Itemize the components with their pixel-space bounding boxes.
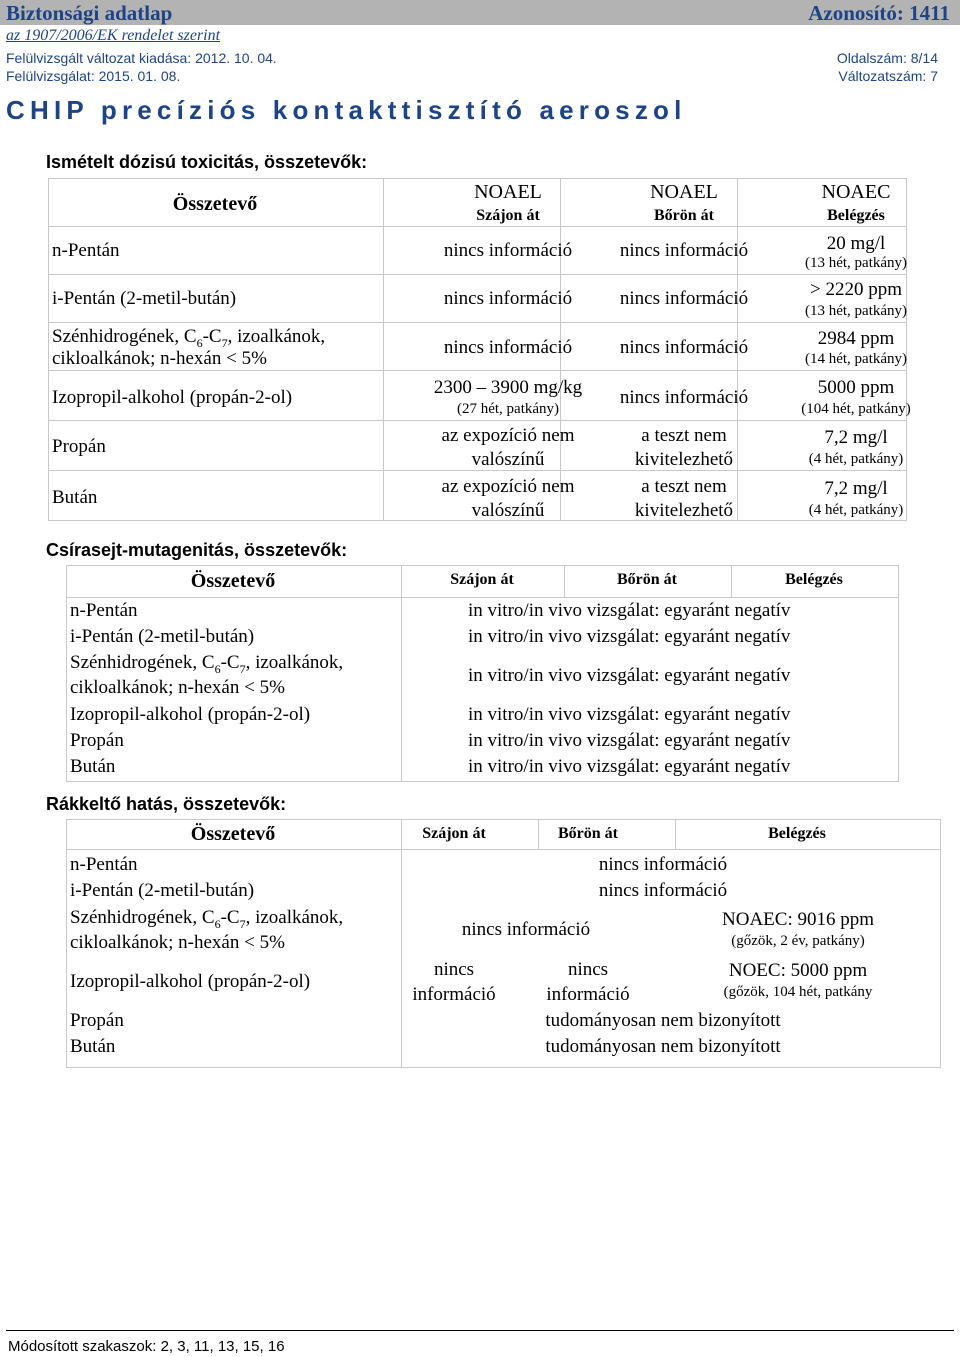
carc-row-value: tudományosan nem bizonyított — [545, 1010, 781, 1031]
carc-row-value: nincs információ — [461, 919, 591, 940]
rd-row-dermal: nincs információ — [619, 288, 749, 309]
document-title: Biztonsági adatlap — [6, 1, 173, 25]
rd-row-dermal-line2: kivitelezhető — [634, 449, 734, 470]
mut-col-dermal: Bőrön át — [617, 571, 677, 588]
mut-row-result: in vitro/in vivo vizsgálat: egyaránt negatív — [468, 626, 791, 647]
rd-row-oral: az expozíció nem — [441, 425, 575, 446]
rd-row-dermal: nincs információ — [619, 240, 749, 261]
page-number: Oldalszám: 8/14 — [836, 50, 938, 66]
carc-row-noec-note: (gőzök, 104 hét, patkány — [723, 984, 873, 1000]
carc-row-name: n-Pentán — [70, 854, 138, 875]
carc-row-oral-nincs: nincs — [433, 959, 475, 980]
version-number: Változatszám: 7 — [838, 68, 938, 84]
rd-row-name: Propán — [52, 436, 106, 457]
mut-row-name: Szénhidrogének, $C_6-C_7$, izoalkánok, — [70, 652, 344, 676]
rd-row-dermal: nincs információ — [619, 337, 749, 358]
col-dermal-noael: NOAEL — [650, 181, 718, 203]
carc-row-name: i-Pentán (2-metil-bután) — [70, 880, 255, 901]
mut-col-oral: Szájon át — [450, 571, 514, 588]
carc-row-value: nincs információ — [598, 880, 728, 901]
col-oral-noael: NOAEL — [474, 181, 542, 203]
rd-row-oral-note: (27 hét, patkány) — [456, 401, 560, 417]
mut-row-result: in vitro/in vivo vizsgálat: egyaránt negatív — [468, 756, 791, 777]
carc-row-name-line2: cikloalkánok; n-hexán < 5% — [70, 932, 285, 953]
rd-row-name: i-Pentán (2-metil-bután) — [52, 288, 237, 309]
mut-row-name: n-Pentán — [70, 600, 138, 621]
mut-col-inh: Belégzés — [785, 571, 843, 588]
rd-row-dermal-line2: kivitelezhető — [634, 500, 734, 521]
rd-row-inh-note: (13 hét, patkány) — [804, 303, 908, 319]
mut-row-name: i-Pentán (2-metil-bután) — [70, 626, 255, 647]
carc-row-oral-info: információ — [412, 984, 496, 1005]
rd-row-inh: 7,2 mg/l — [824, 478, 888, 499]
mut-col-component: Összetevő — [190, 570, 276, 592]
col-dermal-sub: Bőrön át — [654, 207, 714, 224]
document-id: Azonosító: 1411 — [808, 1, 950, 25]
rd-row-inh-note: (4 hét, patkány) — [808, 502, 904, 518]
carc-col-dermal: Bőrön át — [558, 825, 618, 842]
mut-row-name: Bután — [70, 756, 116, 777]
regulation-link[interactable]: az 1907/2006/EK rendelet szerint — [6, 27, 221, 44]
carc-row-name: Bután — [70, 1036, 116, 1057]
rd-row-oral: nincs információ — [443, 288, 573, 309]
mutagenicity-heading: Csírasejt-mutagenitás, összetevők: — [46, 540, 348, 560]
repeated-dose-heading: Ismételt dózisú toxicitás, összetevők: — [46, 152, 368, 172]
mut-row-result: in vitro/in vivo vizsgálat: egyaránt negatív — [468, 600, 791, 621]
rd-row-inh: 5000 ppm — [817, 377, 895, 398]
rd-row-oral-line2: valószínű — [471, 500, 545, 521]
rd-row-inh: 20 mg/l — [826, 233, 886, 254]
rd-row-inh-note: (13 hét, patkány) — [804, 255, 908, 271]
rd-row-inh-note: (14 hét, patkány) — [804, 351, 908, 367]
carc-row-noec: NOEC: 5000 ppm — [728, 960, 868, 981]
rd-row-name: Izopropil-alkohol (propán-2-ol) — [52, 387, 293, 408]
mut-row-name-line2: cikloalkánok; n-hexán < 5% — [70, 677, 285, 698]
col-component-header: Összetevő — [172, 193, 258, 215]
carc-row-name: Izopropil-alkohol (propán-2-ol) — [70, 971, 311, 992]
mut-row-result: in vitro/in vivo vizsgálat: egyaránt negatív — [468, 665, 791, 686]
rd-row-dermal: a teszt nem — [641, 476, 727, 497]
rd-row-oral-line2: valószínű — [471, 449, 545, 470]
reviewed-date: Felülvizsgálat: 2015. 01. 08. — [6, 68, 181, 84]
rd-row-inh-note: (4 hét, patkány) — [808, 451, 904, 467]
carc-col-inh: Belégzés — [768, 825, 826, 842]
carcinogenicity-heading: Rákkeltő hatás, összetevők: — [46, 794, 287, 814]
rd-row-dermal: a teszt nem — [641, 425, 727, 446]
product-name: CHIP precíziós kontakttisztító aeroszol — [6, 95, 687, 125]
rd-row-name-line2: cikloalkánok; n-hexán < 5% — [52, 348, 267, 369]
carc-row-name: Propán — [70, 1010, 124, 1031]
mut-row-name: Izopropil-alkohol (propán-2-ol) — [70, 704, 311, 725]
carc-row-noaec: NOAEC: 9016 ppm — [722, 909, 874, 930]
col-inh-sub: Belégzés — [827, 207, 885, 224]
rd-row-oral: az expozíció nem — [441, 476, 575, 497]
col-inh-noaec: NOAEC — [821, 181, 891, 203]
mut-row-name: Propán — [70, 730, 124, 751]
carc-col-oral: Szájon át — [422, 825, 486, 842]
carc-row-dermal-nincs: nincs — [567, 959, 609, 980]
rd-row-oral: nincs információ — [443, 240, 573, 261]
modified-sections: Módosított szakaszok: 2, 3, 11, 13, 15, 16 — [8, 1338, 285, 1355]
carc-row-noaec-note: (gőzök, 2 év, patkány) — [731, 933, 865, 949]
revised-issue: Felülvizsgált változat kiadása: 2012. 10. 04. — [6, 50, 277, 66]
carc-row-name: Szénhidrogének, $C_6-C_7$, izoalkánok, — [70, 907, 344, 931]
carc-row-value: nincs információ — [598, 854, 728, 875]
carc-col-component: Összetevő — [190, 823, 276, 845]
col-oral-sub: Szájon át — [476, 207, 540, 224]
mut-row-result: in vitro/in vivo vizsgálat: egyaránt negatív — [468, 730, 791, 751]
rd-row-name: Szénhidrogének, $C_6-C_7$, izoalkánok, — [52, 326, 326, 350]
mut-row-result: in vitro/in vivo vizsgálat: egyaránt negatív — [468, 704, 791, 725]
rd-row-oral: 2300 – 3900 mg/kg — [433, 377, 583, 398]
carc-row-dermal-info: információ — [546, 984, 630, 1005]
rd-row-oral: nincs információ — [443, 337, 573, 358]
footer-divider — [6, 1330, 954, 1331]
rd-row-inh: 7,2 mg/l — [824, 427, 888, 448]
rd-row-name: Bután — [52, 487, 98, 508]
rd-row-inh-note: (104 hét, patkány) — [801, 401, 911, 417]
rd-row-dermal: nincs információ — [619, 387, 749, 408]
rd-row-inh: 2984 ppm — [817, 328, 895, 349]
rd-row-inh: > 2220 ppm — [810, 279, 902, 300]
rd-row-name: n-Pentán — [52, 240, 120, 261]
carc-row-value: tudományosan nem bizonyított — [545, 1036, 781, 1057]
